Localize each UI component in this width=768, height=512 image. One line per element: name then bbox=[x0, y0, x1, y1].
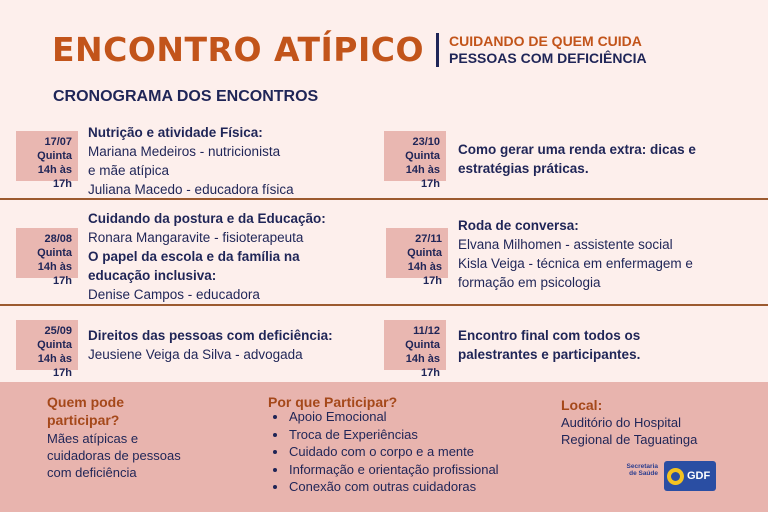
event-details bbox=[88, 326, 333, 364]
event-date: 23/10 bbox=[412, 136, 440, 148]
event-title: Cuidando da postura e da Educação: bbox=[88, 211, 326, 226]
subtitle-line-1: CUIDANDO DE QUEM CUIDA bbox=[449, 32, 642, 49]
who-line: Mães atípicas e bbox=[47, 431, 139, 446]
event-title: Roda de conversa: bbox=[458, 218, 579, 233]
why-item: Troca de Experiências bbox=[287, 426, 499, 444]
where-line: Auditório do Hospital bbox=[561, 415, 681, 430]
event-title: Nutrição e atividade Física: bbox=[88, 125, 263, 140]
event-weekday: Quinta bbox=[405, 339, 440, 351]
event-details bbox=[458, 216, 693, 292]
event-details bbox=[88, 209, 326, 304]
gdf-logo-text: GDF bbox=[687, 470, 711, 482]
why-title: Por que Participar? bbox=[268, 394, 398, 410]
event-title: educação inclusiva: bbox=[88, 268, 217, 283]
event-line: Kisla Veiga - técnica em enfermagem e bbox=[458, 256, 693, 271]
event-line: Elvana Milhomen - assistente social bbox=[458, 237, 673, 252]
date-box bbox=[16, 320, 78, 379]
event-time: 14h às 17h bbox=[37, 353, 72, 379]
event-title: palestrantes e participantes. bbox=[458, 347, 641, 362]
row-divider bbox=[0, 198, 768, 200]
event-weekday: Quinta bbox=[37, 339, 72, 351]
event-time: 14h às 17h bbox=[37, 261, 72, 287]
who-text bbox=[47, 430, 181, 481]
event-details bbox=[458, 140, 696, 178]
event-title: Direitos das pessoas com deficiência: bbox=[88, 328, 333, 343]
why-item: Apoio Emocional bbox=[287, 408, 499, 426]
event-date: 17/07 bbox=[44, 136, 72, 148]
event-line: Jeusiene Veiga da Silva - advogada bbox=[88, 347, 303, 362]
event-details bbox=[88, 123, 294, 199]
header bbox=[52, 30, 647, 69]
event-line: Ronara Mangaravite - fisioterapeuta bbox=[88, 230, 304, 245]
who-title bbox=[47, 393, 124, 429]
event-details bbox=[458, 326, 640, 364]
event-date: 25/09 bbox=[44, 325, 72, 337]
event-date: 27/11 bbox=[415, 233, 442, 245]
where-line: Regional de Taguatinga bbox=[561, 432, 698, 447]
event-line: formação em psicologia bbox=[458, 275, 601, 290]
secretaria-logo bbox=[620, 463, 658, 477]
who-title-line: Quem pode bbox=[47, 394, 125, 410]
event-line: e mãe atípica bbox=[88, 163, 170, 178]
secretaria-logo-line: de Saúde bbox=[629, 470, 658, 477]
event-time: 14h às 17h bbox=[405, 353, 440, 379]
date-box bbox=[16, 131, 78, 190]
row-divider bbox=[0, 304, 768, 306]
event-time: 14h às 17h bbox=[405, 164, 440, 190]
main-title: ENCONTRO ATÍPICO bbox=[52, 30, 425, 69]
event-weekday: Quinta bbox=[37, 247, 72, 259]
event-title: Encontro final com todos os bbox=[458, 328, 641, 343]
who-title-line: participar? bbox=[47, 412, 120, 428]
event-date: 28/08 bbox=[44, 233, 72, 245]
where-title: Local: bbox=[561, 397, 603, 413]
event-title: estratégias práticas. bbox=[458, 161, 589, 176]
date-box bbox=[16, 228, 78, 287]
date-box bbox=[384, 320, 446, 379]
event-time: 14h às 17h bbox=[407, 261, 442, 287]
subtitle bbox=[449, 33, 647, 67]
gdf-logo bbox=[664, 461, 716, 491]
secretaria-logo-line: Secretaria bbox=[626, 463, 658, 470]
event-title: Como gerar uma renda extra: dicas e bbox=[458, 142, 696, 157]
date-box bbox=[384, 131, 446, 190]
event-title: O papel da escola e da família na bbox=[88, 249, 300, 264]
header-divider bbox=[436, 33, 439, 67]
event-line: Mariana Medeiros - nutricionista bbox=[88, 144, 281, 159]
event-weekday: Quinta bbox=[37, 150, 72, 162]
event-date: 11/12 bbox=[413, 325, 440, 337]
event-weekday: Quinta bbox=[405, 150, 440, 162]
schedule-heading: CRONOGRAMA DOS ENCONTROS bbox=[53, 88, 319, 105]
why-item: Informação e orientação profissional bbox=[289, 461, 499, 477]
subtitle-line-2: PESSOAS COM DEFICIÊNCIA bbox=[449, 49, 647, 66]
where-text bbox=[561, 414, 697, 448]
who-line: com deficiência bbox=[47, 465, 137, 480]
date-box bbox=[386, 228, 448, 287]
why-item: Cuidado com o corpo e a mente bbox=[287, 443, 499, 461]
sun-icon bbox=[667, 468, 684, 485]
why-item: Conexão com outras cuidadoras bbox=[287, 478, 499, 496]
who-line: cuidadoras de pessoas bbox=[47, 448, 181, 463]
event-line: Juliana Macedo - educadora física bbox=[88, 182, 294, 197]
event-weekday: Quinta bbox=[407, 247, 442, 259]
why-list bbox=[287, 408, 499, 496]
event-line: Denise Campos - educadora bbox=[88, 287, 260, 302]
event-time: 14h às 17h bbox=[37, 164, 72, 190]
